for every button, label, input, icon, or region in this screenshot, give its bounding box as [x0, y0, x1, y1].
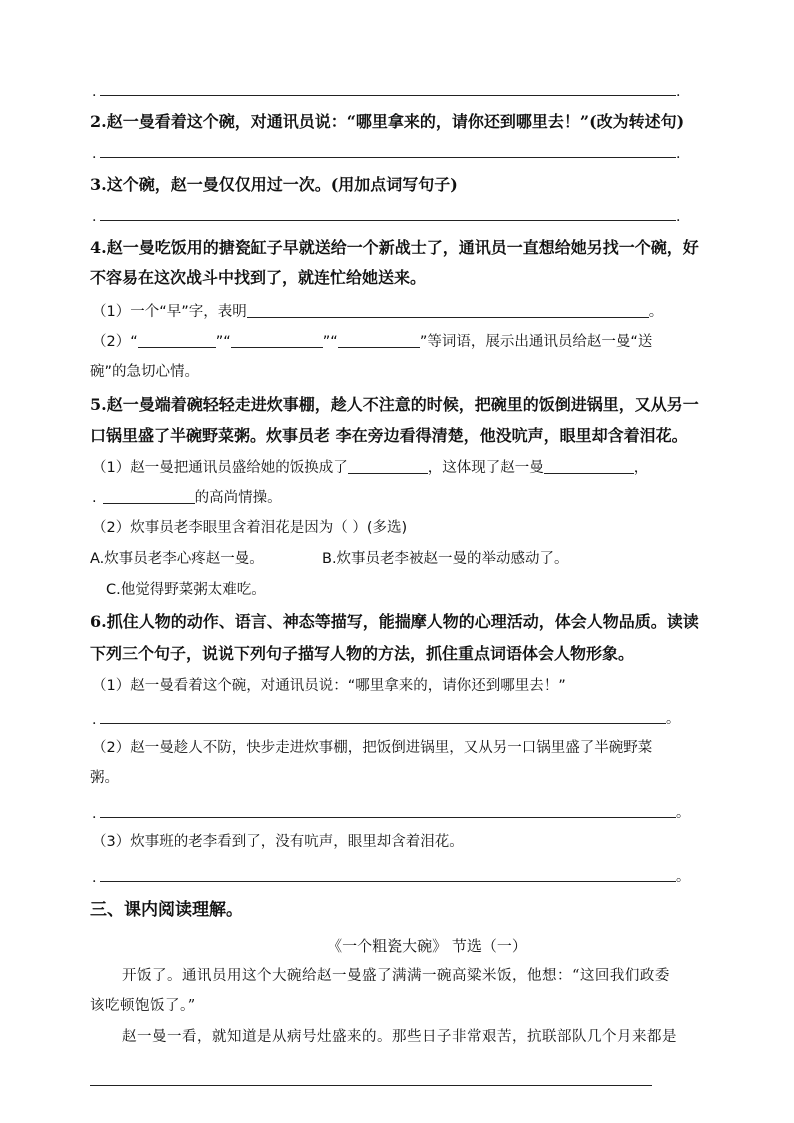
question-4-line-2: 不容易在这次战斗中找到了，就连忙给她送来。 — [90, 268, 427, 287]
question-4-sub-2: （2）“ ”“ ”“ ”等词语，展示出通讯员给赵一曼“送 — [92, 334, 653, 350]
passage-paragraph-1-line-2: 该吃顿饱饭了。” — [90, 998, 196, 1014]
passage-paragraph-2-line-1: 赵一曼一看，就知道是从病号灶盛来的。那些日子非常艰苦，抗联部队几个月来都是 — [122, 1029, 677, 1045]
footer-divider — [90, 1085, 652, 1086]
question-5-sub-1-line-2: . 的高尚情操。 — [92, 490, 282, 506]
fill-blank[interactable] — [338, 333, 420, 348]
question-6-sentence-2-line-1: （2）赵一曼趁人不防，快步走进炊事棚，把饭倒进锅里，又从另一口锅里盛了半碗野菜 — [92, 740, 653, 756]
fill-blank[interactable] — [247, 303, 649, 318]
answer-line[interactable]: . 。 — [92, 869, 690, 886]
question-6-line-2: 下列三个句子，说说下列句子描写人物的方法，抓住重点词语体会人物形象。 — [90, 644, 635, 663]
section-heading: 三、课内阅读理解。 — [90, 900, 243, 920]
question-3: 3.这个碗，赵一曼仅仅用过一次。(用加点词写句子) — [90, 175, 458, 194]
answer-line[interactable]: . . — [92, 146, 681, 162]
answer-line[interactable]: . 。 — [92, 711, 680, 728]
question-6-line-1: 6.抓住人物的动作、语言、神态等描写，能揣摩人物的心理活动，体会人物品质。读读 — [90, 612, 699, 631]
fill-blank[interactable] — [544, 459, 634, 474]
option-b[interactable]: B.炊事员老李被赵一曼的举动感动了。 — [322, 551, 569, 567]
passage-paragraph-1-line-1: 开饭了。通讯员用这个大碗给赵一曼盛了满满一碗高粱米饭，他想：“这回我们政委 — [122, 968, 670, 984]
question-5-sub-2: （2）炊事员老李眼里含着泪花是因为（ ）(多选) — [92, 520, 408, 536]
question-6-sentence-3: （3）炊事班的老李看到了，没有吭声，眼里却含着泪花。 — [92, 834, 464, 850]
question-5-line-2: 口锅里盛了半碗野菜粥。炊事员老 李在旁边看得清楚，他没吭声，眼里却含着泪花。 — [90, 426, 688, 445]
question-4-line-1: 4.赵一曼吃饭用的搪瓷缸子早就送给一个新战士了，通讯员一直想给她另找一个碗，好 — [90, 238, 699, 257]
question-6-sentence-1: （1）赵一曼看着这个碗，对通讯员说：“哪里拿来的，请你还到哪里去！” — [92, 678, 566, 694]
answer-line[interactable]: . 。 — [92, 805, 690, 822]
answer-line[interactable]: . . — [92, 84, 681, 100]
fill-blank[interactable] — [103, 489, 195, 504]
question-4-sub-1: （1）一个“早”字，表明 。 — [92, 304, 664, 320]
question-5-sub-1: （1）赵一曼把通讯员盛给她的饭换成了 ，这体现了赵一曼 ， — [92, 460, 649, 476]
question-6-sentence-2-line-2: 粥。 — [90, 770, 119, 786]
option-c[interactable]: C.他觉得野菜粥太难吃。 — [106, 582, 266, 598]
question-2: 2.赵一曼看着这个碗，对通讯员说：“哪里拿来的，请你还到哪里去！”(改为转述句) — [90, 112, 685, 131]
fill-blank[interactable] — [348, 459, 428, 474]
question-5-line-1: 5.赵一曼端着碗轻轻走进炊事棚，趁人不注意的时候，把碗里的饭倒进锅里，又从另一 — [90, 395, 699, 414]
passage-title: 《一个粗瓷大碗》 节选（一） — [327, 937, 527, 955]
fill-blank[interactable] — [231, 333, 323, 348]
fill-blank[interactable] — [138, 333, 216, 348]
question-4-sub-2-line-2: 碗”的急切心情。 — [90, 364, 200, 380]
answer-line[interactable]: . . — [92, 209, 681, 225]
option-a[interactable]: A.炊事员老李心疼赵一曼。 — [90, 551, 264, 567]
